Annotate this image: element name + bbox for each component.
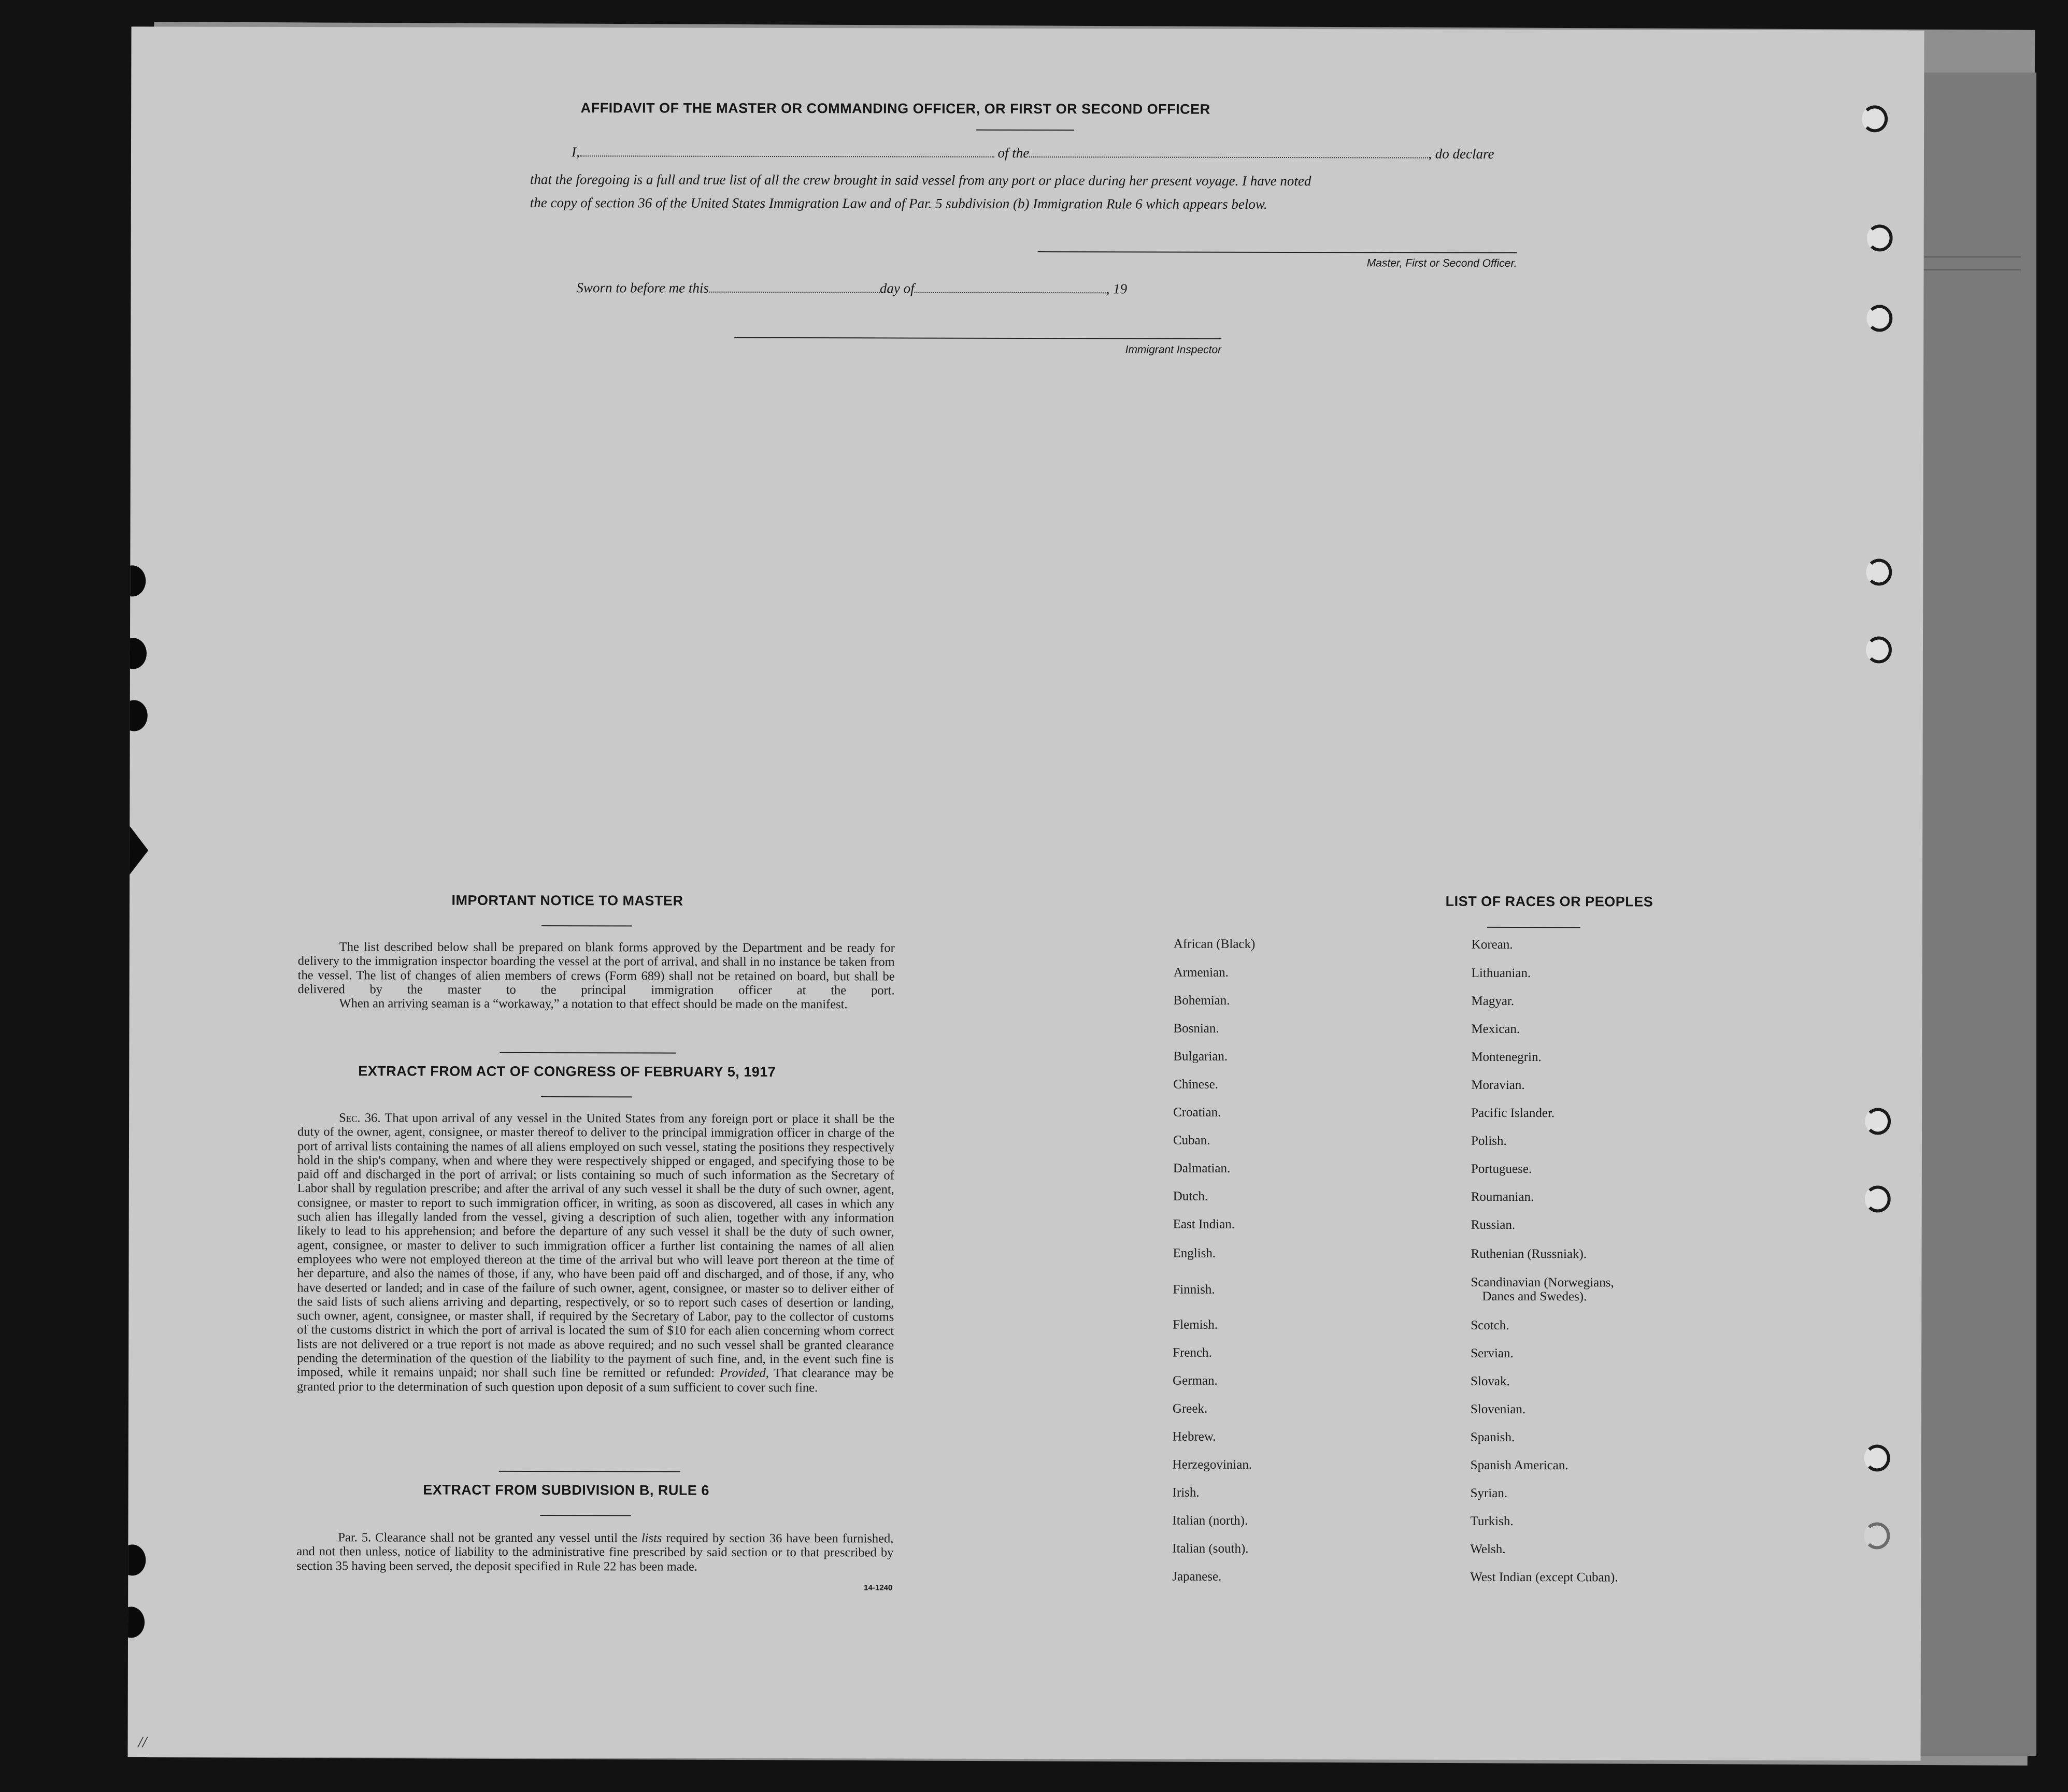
- races-rule: [1487, 927, 1580, 928]
- race-right: Korean.: [1471, 937, 1513, 952]
- race-left: Dutch.: [1173, 1189, 1208, 1203]
- race-left: Greek.: [1172, 1401, 1208, 1416]
- notice-para-2: When an arriving seaman is a “workaway,” a notation to that effect should be made on the manifest.: [339, 996, 848, 1012]
- race-left: East Indian.: [1173, 1217, 1235, 1231]
- act-text: [297, 1111, 894, 1395]
- binder-ring: [1864, 1444, 1890, 1471]
- race-left: Bulgarian.: [1173, 1049, 1228, 1064]
- race-right: Welsh.: [1470, 1542, 1506, 1556]
- race-right: Servian.: [1471, 1346, 1514, 1360]
- race-left: Cuban.: [1173, 1133, 1210, 1148]
- affidavit-do-declare: , do declare: [1428, 146, 1494, 162]
- race-right: Spanish American.: [1470, 1458, 1568, 1473]
- races-title: LIST OF RACES OR PEOPLES: [1445, 893, 1653, 910]
- race-right: Polish.: [1471, 1134, 1507, 1148]
- act-rule: [541, 1096, 632, 1097]
- act-title: EXTRACT FROM ACT OF CONGRESS OF FEBRUARY 5, 1917: [358, 1063, 776, 1080]
- master-caption: Master, First or Second Officer.: [1366, 257, 1517, 269]
- punch-hole: [128, 1607, 145, 1638]
- race-right: Montenegrin.: [1471, 1050, 1542, 1065]
- affidavit-title: AFFIDAVIT OF THE MASTER OR COMMANDING OFFICER, OR FIRST OR SECOND OFFICER: [580, 100, 1210, 117]
- race-left: Bosnian.: [1173, 1021, 1219, 1036]
- binder-ring: [1866, 305, 1892, 332]
- race-right: Scotch.: [1471, 1318, 1509, 1332]
- underlying-sheet-edge: [1917, 73, 2036, 1756]
- form-number: 14-1240: [864, 1583, 893, 1593]
- race-right: Moravian.: [1471, 1078, 1525, 1093]
- par-5-rest: required by section 36 have been furnished, and not then unless, notice of liability to the administrative fine prescribed by said section or to that prescribed by section 35 having been served, the deposit specified in Rule 22 has been made.: [296, 1531, 894, 1574]
- provided-word: Provided,: [719, 1366, 769, 1381]
- race-right: Roumanian.: [1471, 1189, 1534, 1205]
- race-right: Lithuanian.: [1471, 966, 1531, 981]
- race-left: French.: [1173, 1345, 1212, 1360]
- race-left: Bohemian.: [1173, 993, 1230, 1008]
- par-5-paragraph: [296, 1530, 893, 1574]
- affidavit-line-1: [572, 144, 1494, 162]
- binder-ring: [1867, 224, 1893, 251]
- section-36-text-end: That clearance may be granted prior to the determination of such question upon deposit of a sum sufficient to cover such fine.: [296, 1366, 894, 1395]
- binder-ring: [1865, 1185, 1891, 1212]
- sworn-line: [576, 280, 1127, 297]
- race-left: German.: [1173, 1373, 1218, 1388]
- race-right: Slovenian.: [1470, 1402, 1526, 1417]
- race-left: Japanese.: [1172, 1569, 1222, 1584]
- race-left: Finnish.: [1173, 1282, 1215, 1297]
- section-rule: [499, 1471, 680, 1472]
- notice-title: IMPORTANT NOTICE TO MASTER: [451, 892, 683, 909]
- section-rule: [500, 1052, 676, 1054]
- race-right: Turkish.: [1470, 1514, 1514, 1528]
- lists-word: lists: [641, 1531, 662, 1545]
- vessel-blank: [1029, 156, 1428, 159]
- race-right: Scandinavian (Norwegians,: [1471, 1275, 1614, 1290]
- affidavit-of-the: of the: [997, 145, 1030, 161]
- binder-ring: [1866, 558, 1892, 585]
- affidavit-i: I,: [571, 144, 580, 160]
- race-right: Syrian.: [1470, 1486, 1508, 1500]
- master-signature-line: [1038, 251, 1517, 253]
- race-right: Ruthenian (Russniak).: [1471, 1246, 1587, 1261]
- race-left: Dalmatian.: [1173, 1161, 1231, 1175]
- punch-hole: [128, 700, 148, 731]
- section-36-paragraph: [297, 1111, 894, 1395]
- binder-ring: [1865, 1108, 1891, 1135]
- race-right: Mexican.: [1471, 1022, 1520, 1036]
- title-rule: [976, 130, 1074, 131]
- margin-mark: //: [138, 1733, 147, 1751]
- notice-para-1: The list described below shall be prepared on blank forms approved by the Department and be ready for delivery to the immigration inspector boarding the vessel at the port of arrival, and shall in no instance be taken from the vessel. The list of changes of alien members of crews (Form 689) shall not be retained on board, but shall be delivered by the master to the principal immigration officer at the port.: [297, 940, 895, 998]
- day-of-text: day of: [879, 280, 915, 296]
- binder-ring: [1866, 636, 1892, 663]
- section-36-text: That upon arrival of any vessel in the United States from any foreign port or place it shall be the duty of the owner, agent, consignee, or master thereof to deliver to the principal immigration officer in charge of the port of arrival lists containing the names of all aliens employed on such vessel, stating the positions they respectively hold in the ship's company, when and where they were respectively shipped or engaged, and specifying those to be paid off and discharged in the port of arrival; or lists containing so much of such information as the Secretary of Labor shall by regulation prescribe; and after the arrival of any such vessel it shall be the duty of such owner, agent, consignee, or master to report to such immigration officer, in writing, as soon as discovered, all cases in which any such alien has illegally landed from the vessel, giving a description of such alien, together with any information likely to lead to his apprehension; and before the departure of any such vessel it shall be the duty of such owner, agent, consignee, or master to deliver to such immigration officer a further list containing the names of all alien employees who were not employed thereon at the time of the arrival but who will leave port thereon at the time of her departure, and also the names of those, if any, who have been paid off and discharged, and of those, if any, who have deserted or landed; and in case of the failure of such owner, agent, consignee, or master so to deliver either of the said lists of such aliens arriving and departing, respectively, or so to report such cases of desertion or landing, such owner, agent, consignee, or master shall, if required by the Secretary of Labor, pay to the collector of customs of the customs district in which the port of arrival is located the sum of $10 for each alien concerning whom correct lists are not delivered or a true report is not made as above required; and no such vessel shall be granted clearance pending the determination of the question of the liability to the payment of such fine, and, in the event such fine is imposed, while it remains unpaid; nor shall such fine be remitted or refunded:: [297, 1111, 895, 1381]
- race-left: Irish.: [1172, 1485, 1200, 1500]
- punch-hole: [128, 1544, 146, 1575]
- affidavit-line-3: the copy of section 36 of the United States Immigration Law and of Par. 5 subdivision (b) Immigration Rule 6 which appears below.: [530, 194, 1267, 212]
- race-left: Croatian.: [1173, 1105, 1221, 1120]
- year-prefix: , 19: [1106, 281, 1128, 297]
- name-blank: [580, 155, 994, 157]
- race-left: Armenian.: [1173, 965, 1229, 980]
- race-left: Herzegovinian.: [1172, 1457, 1252, 1472]
- sworn-day-blank: [709, 292, 880, 293]
- race-left: African (Black): [1173, 937, 1256, 951]
- par-5-start: Par. 5. Clearance shall not be granted any vessel until the: [338, 1530, 641, 1545]
- torn-edge: [128, 819, 149, 881]
- rule-title: EXTRACT FROM SUBDIVISION B, RULE 6: [423, 1482, 709, 1498]
- race-left: Flemish.: [1173, 1317, 1218, 1332]
- race-left: Hebrew.: [1172, 1429, 1216, 1444]
- race-right: Portuguese.: [1471, 1162, 1532, 1177]
- race-right: Russian.: [1471, 1217, 1516, 1232]
- race-right: Slovak.: [1471, 1374, 1510, 1388]
- race-right-continued: Danes and Swedes).: [1482, 1289, 1587, 1304]
- notice-text: [298, 940, 895, 1012]
- manifest-page: [128, 26, 1924, 1760]
- section-label: Sec. 36.: [339, 1111, 381, 1125]
- sworn-month-blank: [915, 292, 1106, 294]
- rule-text: [296, 1530, 893, 1574]
- race-left: English.: [1173, 1246, 1216, 1260]
- race-right: Pacific Islander.: [1471, 1106, 1555, 1121]
- race-left: Chinese.: [1173, 1077, 1219, 1092]
- binder-ring: [1864, 1522, 1890, 1549]
- inspector-caption: Immigrant Inspector: [1125, 343, 1222, 356]
- bleed-line: [1917, 256, 2021, 257]
- binder-ring: [1862, 105, 1888, 132]
- inspector-signature-line: [734, 337, 1221, 339]
- race-left: Italian (south).: [1172, 1541, 1249, 1556]
- race-right: Spanish.: [1470, 1430, 1515, 1444]
- race-right: West Indian (except Cuban).: [1470, 1570, 1618, 1585]
- affidavit-line-2: that the foregoing is a full and true list of all the crew brought in said vessel from any port or place during her present voyage. I have noted: [530, 171, 1311, 189]
- race-right: Magyar.: [1471, 994, 1515, 1008]
- punch-hole: [128, 638, 147, 669]
- race-left: Italian (north).: [1172, 1513, 1248, 1528]
- bleed-line: [1917, 269, 2021, 270]
- notice-rule: [541, 925, 632, 926]
- sworn-text: Sworn to before me this: [576, 280, 709, 296]
- punch-hole: [128, 565, 146, 596]
- rule-rule: [540, 1515, 631, 1516]
